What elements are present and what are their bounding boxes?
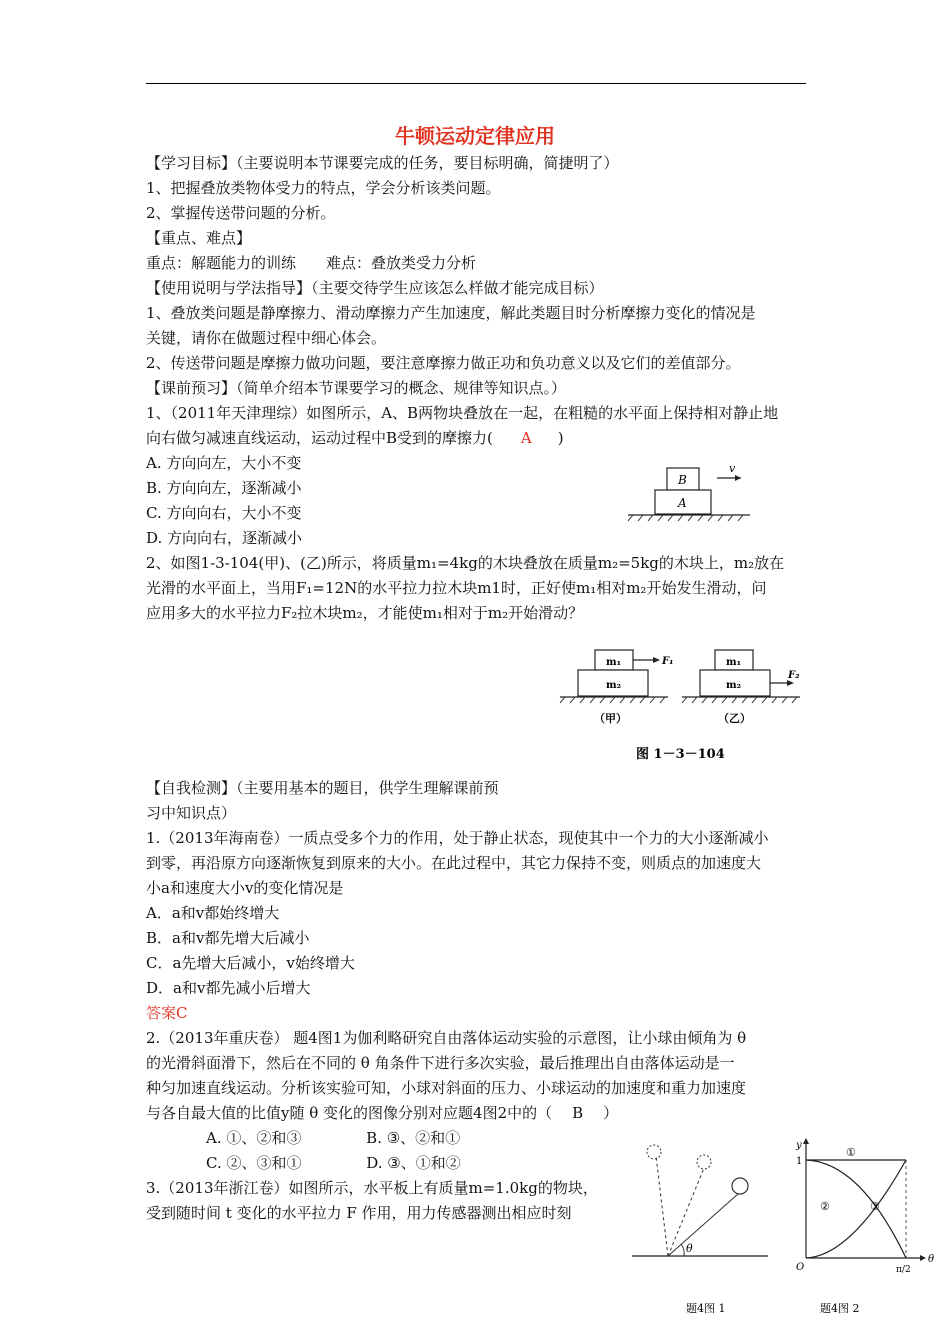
text-line: 重点：解题能力的训练 难点：叠放类受力分析 <box>146 254 477 272</box>
text-line: 3.（2013年浙江卷）如图所示，水平板上有质量m=1.0kg的物块， <box>146 1179 598 1197</box>
question-text: 与各自最大值的比值y随 θ 变化的图像分别对应题4图2中的（ <box>146 1104 553 1122</box>
block-a-label: A <box>678 496 687 510</box>
option-d: D．a和v都先减小后增大 <box>146 979 311 997</box>
text-line: 【学习目标】（主要说明本节课要完成的任务，要目标明确，简捷明了） <box>146 154 619 172</box>
paren-close: ) <box>557 429 564 447</box>
option-a: A. 方向向左，大小不变 <box>146 454 302 472</box>
text-line: 光滑的水平面上，当用F₁=12N的水平拉力拉木块m1时，正好使m₁相对m₂开始发生滑动，问 <box>146 579 767 597</box>
answer-line: 答案C <box>146 1004 188 1022</box>
text-line: 1、（2011年天津理综）如图所示，A、B两物块叠放在一起，在粗糙的水平面上保持相对静止地 <box>146 404 779 422</box>
velocity-arrowhead <box>735 475 741 481</box>
option-c: C. 方向向右，大小不变 <box>146 504 302 522</box>
angle-arc <box>681 1244 684 1256</box>
right-m2-label: m₂ <box>726 680 741 691</box>
block-pull-figure <box>550 630 810 770</box>
curve-2-label: ② <box>820 1200 830 1213</box>
ball <box>732 1178 748 1194</box>
figure-caption: 图 1－3－104 <box>636 747 725 762</box>
text-line: 【课前预习】（简单介绍本节课要学习的概念、规律等知识点。） <box>146 379 567 397</box>
text-line: 1、叠放类问题是静摩擦力、滑动摩擦力产生加速度，解此类题目时分析摩擦力变化的情况是 <box>146 304 756 322</box>
option-d: D. 方向向右，逐渐减小 <box>146 529 303 547</box>
text-line: 2.（2013年重庆卷） 题4图1为伽利略研究自由落体运动实验的示意图，让小球由倾角为 θ <box>146 1029 747 1047</box>
answer-q1: A <box>520 429 532 447</box>
x-max-label: π/2 <box>896 1265 911 1275</box>
text-line: 【使用说明与学法指导】（主要交待学生应该怎么样做才能完成目标） <box>146 279 604 297</box>
text-line: 的光滑斜面滑下，然后在不同的 θ 角条件下进行多次实验，最后推理出自由落体运动是一 <box>146 1054 735 1072</box>
x-axis-arrowhead <box>920 1255 926 1261</box>
curve-graph <box>790 1138 940 1318</box>
option-c: C．a先增大后减小，v始终增大 <box>146 954 355 972</box>
ball-mid <box>697 1155 711 1169</box>
f1-label: F₁ <box>662 656 674 667</box>
options-row: A. ①、②和③ B. ③、②和① <box>146 1129 461 1147</box>
text-line: 1.（2013年海南卷）一质点受多个力的作用，处于静止状态，现使其中一个力的大小逐渐减小 <box>146 829 769 847</box>
left-m1-label: m₁ <box>606 657 621 668</box>
paren-close: ） <box>603 1104 619 1122</box>
origin-label: O <box>796 1262 805 1273</box>
answer-q2: B <box>572 1104 584 1122</box>
y-axis-arrowhead <box>803 1138 809 1144</box>
y-axis-label: y <box>796 1140 802 1151</box>
curve-3-label: ③ <box>870 1200 880 1213</box>
stacked-blocks-figure <box>625 460 755 525</box>
incline-figure <box>628 1138 776 1318</box>
figure-caption: 题4图 1 <box>686 1302 726 1315</box>
text-line <box>146 1103 618 1123</box>
header-rule <box>146 83 806 84</box>
text-line: 受到随时间 t 变化的水平拉力 F 作用，用力传感器测出相应时刻 <box>146 1204 572 1222</box>
velocity-label: v <box>729 462 736 475</box>
curve-1-label: ① <box>846 1146 856 1159</box>
left-m2-label: m₂ <box>606 680 621 691</box>
text-line: 关键，请你在做题过程中细心体会。 <box>146 329 387 347</box>
incline-low <box>668 1194 738 1256</box>
left-ground-hatch <box>560 697 665 703</box>
question-text: 向右做匀减速直线运动，运动过程中B受到的摩擦力( <box>146 429 493 447</box>
block-b-label: B <box>678 473 687 487</box>
option-a: A．a和v都始终增大 <box>146 904 280 922</box>
text-line: 小a和速度大小v的变化情况是 <box>146 879 344 897</box>
text-line <box>146 428 564 448</box>
figure-caption: 题4图 2 <box>820 1302 860 1315</box>
text-line: 应用多大的水平拉力F₂拉木块m₂，才能使m₁相对于m₂开始滑动？ <box>146 604 584 622</box>
left-caption: （甲） <box>594 712 627 725</box>
f2-label: F₂ <box>788 670 800 681</box>
right-m1-label: m₁ <box>726 657 741 668</box>
ball-steep <box>647 1145 661 1159</box>
options-row: C. ②、③和① D. ③、①和② <box>146 1154 461 1172</box>
text-line: 2、掌握传送带问题的分析。 <box>146 204 336 222</box>
ground-hatch <box>628 515 743 521</box>
x-axis-label: θ <box>928 1254 935 1265</box>
text-line: 种匀加速直线运动。分析该实验可知，小球对斜面的压力、小球运动的加速度和重力加速度 <box>146 1079 747 1097</box>
page-title: 牛顿运动定律应用 <box>395 124 555 148</box>
text-line: 【自我检测】（主要用基本的题目，供学生理解课前预 <box>146 779 499 797</box>
angle-label: θ <box>686 1242 693 1255</box>
text-line: 到零，再沿原方向逐渐恢复到原来的大小。在此过程中，其它力保持不变，则质点的加速度大 <box>146 854 762 872</box>
text-line: 【重点、难点】 <box>146 229 252 247</box>
option-b: B．a和v都先增大后减小 <box>146 929 310 947</box>
text-line: 习中知识点） <box>146 804 237 822</box>
f1-arrowhead <box>653 657 660 663</box>
text-line: 2、传送带问题是摩擦力做功问题，要注意摩擦力做正功和负功意义以及它们的差值部分。 <box>146 354 741 372</box>
option-b: B. 方向向左，逐渐减小 <box>146 479 302 497</box>
text-line: 2、如图1-3-104(甲)、(乙)所示，将质量m₁=4kg的木块叠放在质量m₂=5kg的木块上，m₂放在 <box>146 554 785 572</box>
y-one-label: 1 <box>796 1156 803 1167</box>
right-ground-hatch <box>682 697 797 703</box>
right-caption: （乙） <box>718 712 751 725</box>
incline-steep <box>656 1156 668 1256</box>
text-line: 1、把握叠放类物体受力的特点，学会分析该类问题。 <box>146 179 501 197</box>
